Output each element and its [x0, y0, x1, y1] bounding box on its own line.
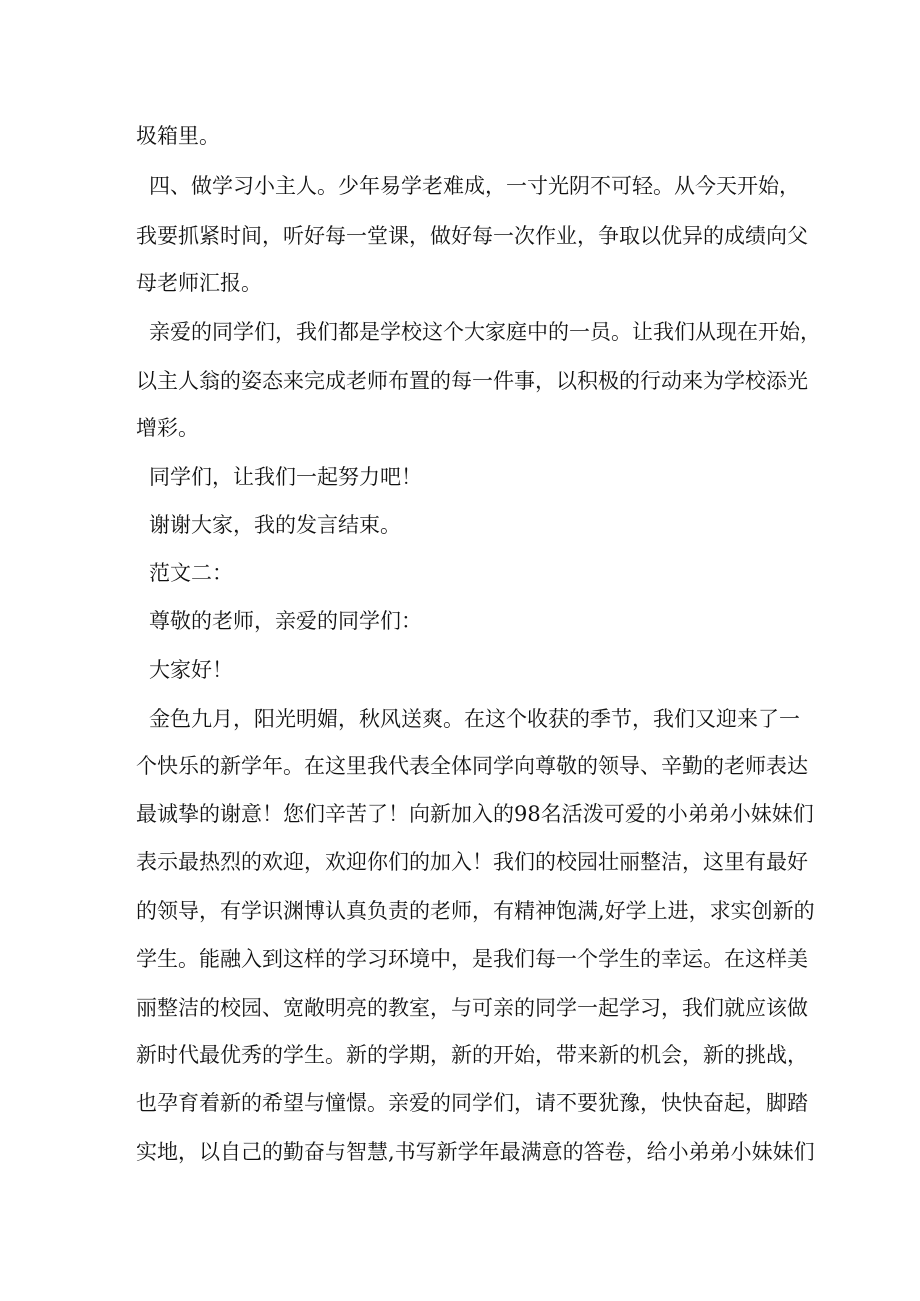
text-line: 母老师汇报。 — [136, 271, 262, 295]
greeting: 大家好！ — [149, 658, 233, 682]
text-line: 表示最热烈的欢迎，欢迎你们的加入！我们的校园壮丽整洁，这里有最好 — [136, 850, 808, 874]
section-heading: 范文二： — [149, 561, 233, 585]
salutation: 尊敬的老师，亲爱的同学们： — [149, 609, 422, 633]
text-line: 以主人翁的姿态来完成老师布置的每一件事，以积极的行动来为学校添光 — [136, 369, 808, 393]
text-line: 丽整洁的校园、宽敞明亮的教室，与可亲的同学一起学习，我们就应该做 — [136, 996, 808, 1020]
text-line: 实地，以自己的勤奋与智慧,书写新学年最满意的答卷，给小弟弟小妹妹们 — [136, 1140, 815, 1164]
text-line: 亲爱的同学们，我们都是学校这个大家庭中的一员。让我们从现在开始， — [149, 320, 821, 344]
text-line: 新时代最优秀的学生。新的学期，新的开始，带来新的机会，新的挑战， — [136, 1043, 808, 1067]
text-line: 同学们，让我们一起努力吧！ — [149, 465, 422, 489]
text-line: 学生。能融入到这样的学习环境中，是我们每一个学生的幸运。在这样美 — [136, 947, 808, 971]
text-line: 我要抓紧时间，听好每一堂课，做好每一次作业，争取以优异的成绩向父 — [136, 224, 808, 248]
text-line: 增彩。 — [136, 416, 199, 440]
text-line: 最诚挚的谢意！您们辛苦了！向新加入的98名活泼可爱的小弟弟小妹妹们 — [136, 802, 814, 826]
text-line: 的领导，有学识渊博认真负责的老师，有精神饱满,好学上进，求实创新的 — [136, 899, 815, 923]
text-line: 四、做学习小主人。少年易学老难成，一寸光阴不可轻。从今天开始， — [149, 174, 800, 198]
text-line: 也孕育着新的希望与憧憬。亲爱的同学们，请不要犹豫，快快奋起，脚踏 — [136, 1091, 808, 1115]
text-line: 圾箱里。 — [136, 124, 220, 148]
text-line: 金色九月，阳光明媚，秋风送爽。在这个收获的季节，我们又迎来了一 — [149, 707, 800, 731]
text-line: 谢谢大家，我的发言结束。 — [149, 513, 401, 537]
text-line: 个快乐的新学年。在这里我代表全体同学向尊敬的领导、辛勤的老师表达 — [136, 754, 808, 778]
